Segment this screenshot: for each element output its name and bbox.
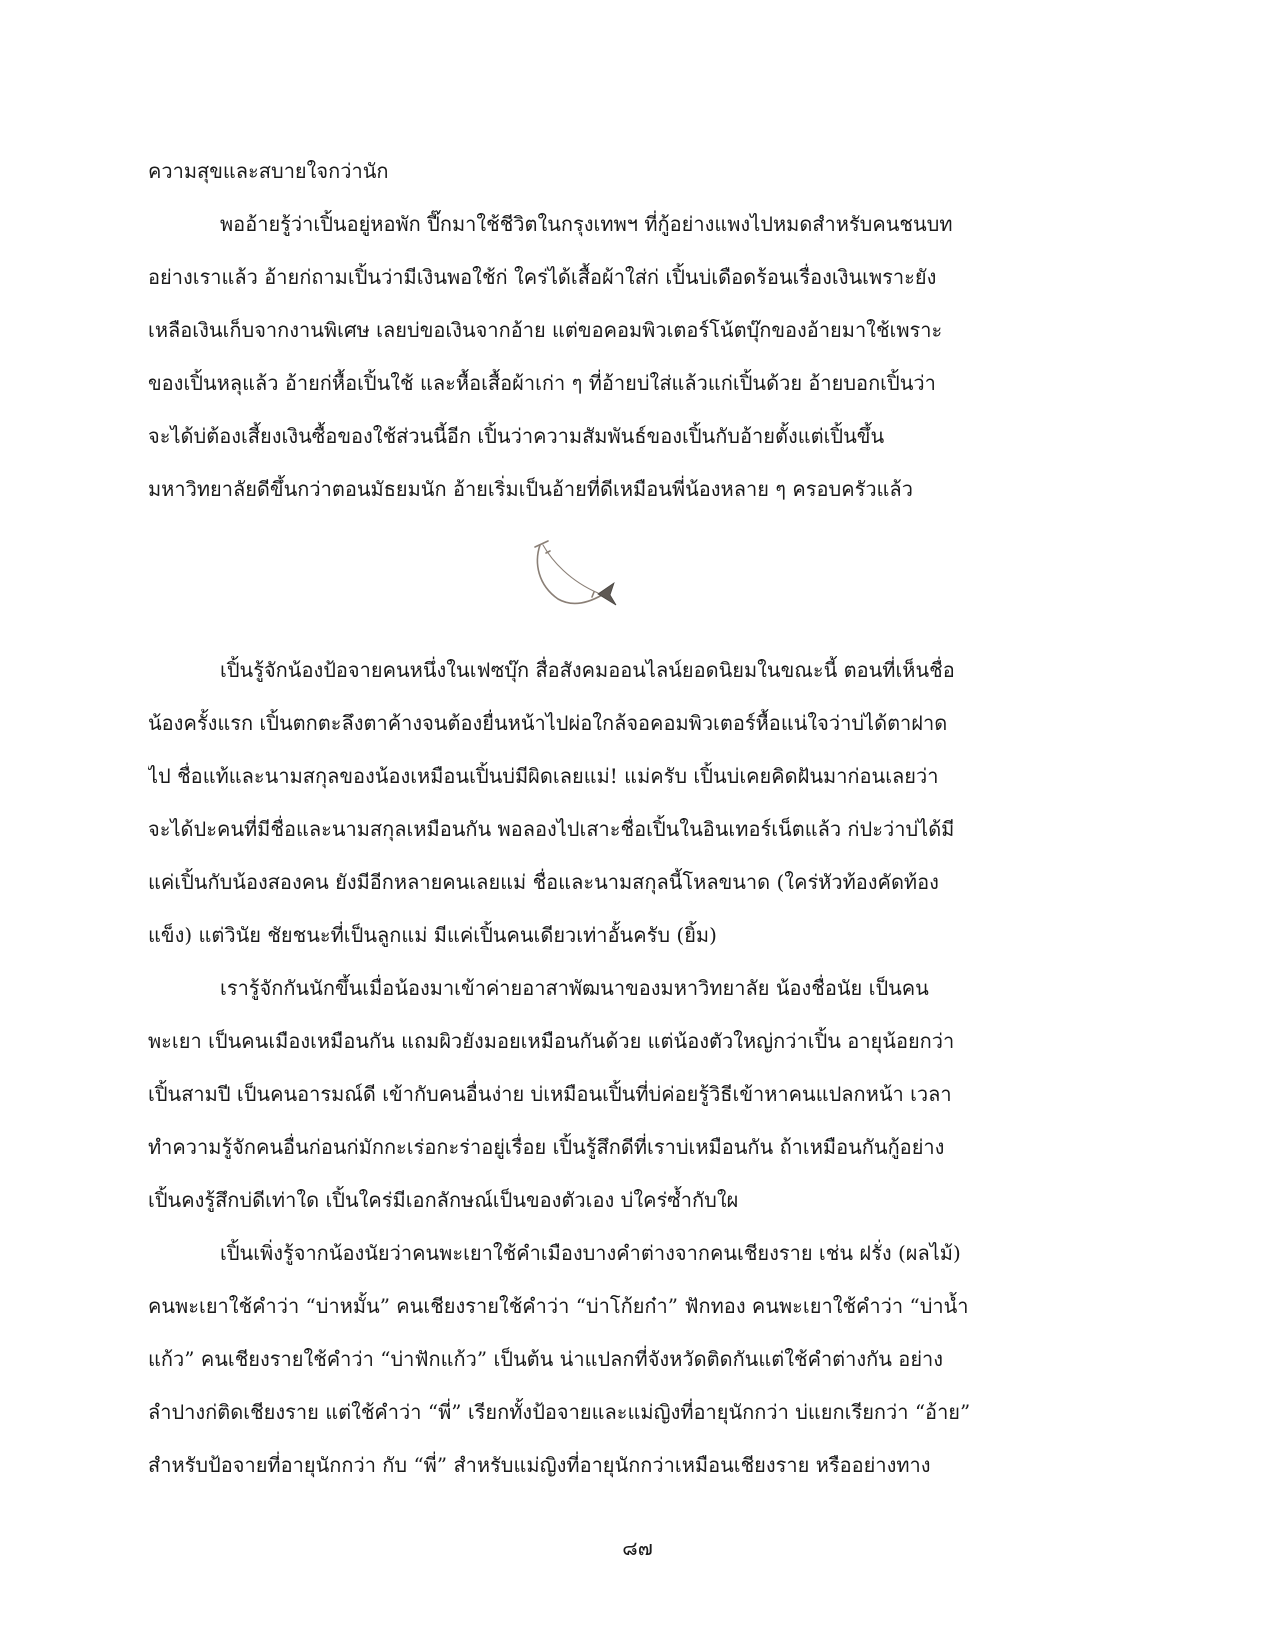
- text-line: แก้ว” คนเชียงรายใช้คำว่า “บ่าฟักแก้ว” เป็นต้น น่าแปลกที่จังหวัดติดกันแต่ใช้คำต่างกัน อย่าง: [148, 1347, 944, 1371]
- text-line: เปิ้นรู้จักน้องป้อจายคนหนึ่งในเฟซบุ๊ก สื่อสังคมออนไลน์ยอดนิยมในขณะนี้ ตอนที่เห็นชื่อ: [220, 658, 955, 682]
- text-line: จะได้ปะคนที่มีชื่อและนามสกุลเหมือนกัน พอลองไปเสาะชื่อเปิ้นในอินเทอร์เน็ตแล้ว ก่ปะว่าบ่ได้มี: [148, 817, 955, 841]
- text-line: คนพะเยาใช้คำว่า “บ่าหมั้น” คนเชียงรายใช้คำว่า “บ่าโก้ยก๋า” ฟักทอง คนพะเยาใช้คำว่า “บ่าน้ำ: [148, 1294, 969, 1318]
- text-line: อย่างเราแล้ว อ้ายก่ถามเปิ้นว่ามีเงินพอใช้ก่ ใคร่ได้เสื้อผ้าใส่ก่ เปิ้นบ่เดือดร้อนเรื่องเงินเพราะยัง: [148, 265, 937, 289]
- page-number: ๘๗: [622, 1536, 653, 1560]
- paragraph-block-2: [148, 644, 1148, 1492]
- text-line: พออ้ายรู้ว่าเปิ้นอยู่หอพัก ปี๊กมาใช้ชีวิตในกรุงเทพฯ ที่กู้อย่างแพงไปหมดสำหรับคนชนบท: [220, 212, 953, 236]
- text-line: เปิ้นคงรู้สึกบ่ดีเท่าใด เปิ้นใคร่มีเอกลักษณ์เป็นของตัวเอง บ่ใคร่ซ้ำกับใผ: [148, 1188, 739, 1212]
- text-line: แค่เปิ้นกับน้องสองคน ยังมีอีกหลายคนเลยแม่ ชื่อและนามสกุลนี้โหลขนาด (ใคร่หัวท้องคัดท้อง: [148, 870, 939, 894]
- text-line: แข็ง) แต่วินัย ชัยชนะที่เป็นลูกแม่ มีแค่เปิ้นคนเดียวเท่าอั้นครับ (ยิ้ม): [148, 923, 717, 947]
- text-line: ทำความรู้จักคนอื่นก่อนก่มักกะเร่อกะร่าอยู่เรื่อย เปิ้นรู้สึกดีที่เราบ่เหมือนกัน ถ้าเหมือนกันกู้อย่าง: [148, 1135, 945, 1159]
- text-line: เปิ้นสามปี เป็นคนอารมณ์ดี เข้ากับคนอื่นง่าย บ่เหมือนเปิ้นที่บ่ค่อยรู้วิธีเข้าหาคนแปลกหน้า เวลา: [148, 1082, 952, 1106]
- text-line: เหลือเงินเก็บจากงานพิเศษ เลยบ่ขอเงินจากอ้าย แต่ขอคอมพิวเตอร์โน้ตบุ๊กของอ้ายมาใช้เพราะ: [148, 318, 943, 342]
- text-line: พะเยา เป็นคนเมืองเหมือนกัน แถมผิวยังมอยเหมือนกันด้วย แต่น้องตัวใหญ่กว่าเปิ้น อายุน้อยกว่า: [148, 1029, 955, 1053]
- text-line: น้องครั้งแรก เปิ้นตกตะลึงตาค้างจนต้องยื่นหน้าไปผ่อใกล้จอคอมพิวเตอร์หื้อแน่ใจว่าบ่ได้ตาฝาด: [148, 711, 948, 735]
- arrow-divider-icon: [510, 537, 640, 627]
- text-line: ของเปิ้นหลุแล้ว อ้ายก่หื้อเปิ้นใช้ และหื้อเสื้อผ้าเก่า ๆ ที่อ้ายบ่ใส่แล้วแก่เปิ้นด้วย อ้ายบอกเปิ้นว่า: [148, 371, 936, 395]
- text-line: ความสุขและสบายใจกว่านัก: [148, 159, 389, 183]
- text-line: เรารู้จักกันนักขึ้นเมื่อน้องมาเข้าค่ายอาสาพัฒนาของมหาวิทยาลัย น้องชื่อนัย เป็นคน: [220, 976, 929, 1000]
- text-line: ลำปางก่ติดเชียงราย แต่ใช้คำว่า “พี่” เรียกทั้งป้อจายและแม่ญิงที่อายุนักกว่า บ่แยกเรียกว่า “อ้าย”: [148, 1400, 971, 1424]
- text-line: สำหรับป้อจายที่อายุนักกว่า กับ “พี่” สำหรับแม่ญิงที่อายุนักกว่าเหมือนเชียงราย หรืออย่างทาง: [148, 1453, 931, 1477]
- text-line: จะได้บ่ต้องเสี้ยงเงินซื้อของใช้ส่วนนี้อีก เปิ้นว่าความสัมพันธ์ของเปิ้นกับอ้ายตั้งแต่เปิ้นขึ้น: [148, 424, 885, 448]
- text-line: ไป ชื่อแท้และนามสกุลของน้องเหมือนเปิ้นบ่มีผิดเลยแม่! แม่ครับ เปิ้นบ่เคยคิดฝันมาก่อนเลยว่า: [148, 764, 939, 788]
- paragraph-block-1: [148, 145, 1148, 516]
- text-line: เปิ้นเพิ่งรู้จากน้องนัยว่าคนพะเยาใช้คำเมืองบางคำต่างจากคนเชียงราย เช่น ฝรั่ง (ผลไม้): [220, 1241, 961, 1265]
- text-line: มหาวิทยาลัยดีขึ้นกว่าตอนมัธยมนัก อ้ายเริ่มเป็นอ้ายที่ดีเหมือนพี่น้องหลาย ๆ ครอบครัวแล้ว: [148, 477, 913, 501]
